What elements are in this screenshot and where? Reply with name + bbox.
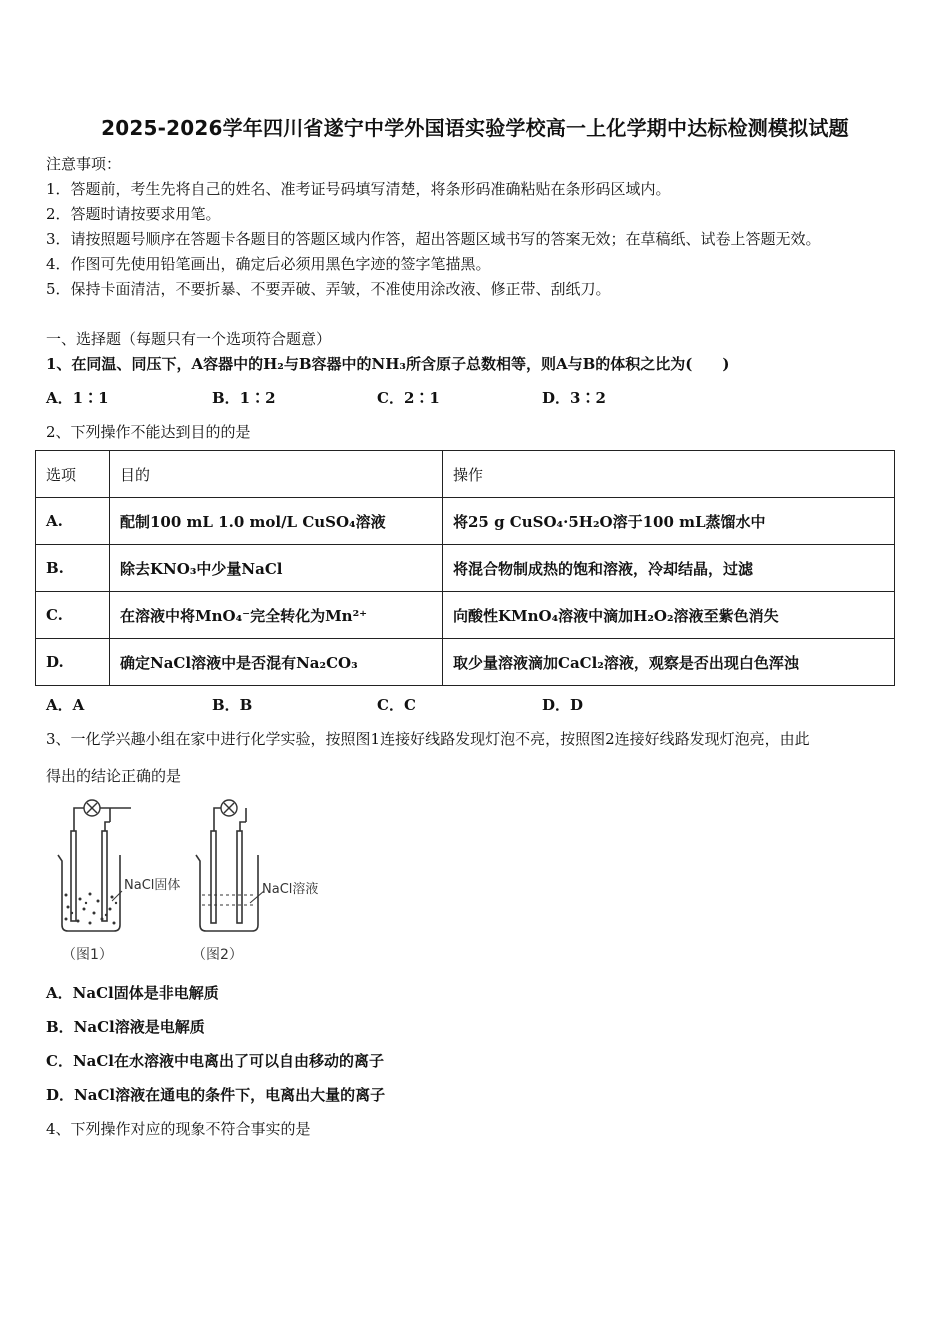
table-header: 操作 [443, 451, 895, 498]
q3-option-b: B．NaCl溶液是电解质 [46, 1018, 205, 1036]
q3-option-c: C．NaCl在水溶液中电离出了可以自由移动的离子 [46, 1052, 385, 1070]
table-cell: 向酸性KMnO₄溶液中滴加H₂O₂溶液至紫色消失 [443, 592, 895, 639]
notice-item: 2．答题时请按要求用笔。 [46, 205, 221, 223]
section-heading: 一、选择题（每题只有一个选项符合题意） [46, 330, 332, 348]
table-row [36, 498, 895, 545]
q1-option-a: A．1∶1 [46, 389, 109, 407]
q3-stem: 3、一化学兴趣小组在家中进行化学实验，按照图1连接好线路发现灯泡不亮，按照图2连接好线路发现灯泡亮，由此 [46, 730, 810, 748]
table-header: 目的 [110, 451, 443, 498]
q2-option-b: B．B [212, 696, 253, 714]
table-cell: 配制100 mL 1.0 mol/L CuSO₄溶液 [110, 498, 443, 545]
bulb-icon [84, 800, 100, 816]
table-cell: C. [36, 592, 110, 639]
table-cell: A. [36, 498, 110, 545]
q3-option-d: D．NaCl溶液在通电的条件下，电离出大量的离子 [46, 1086, 386, 1104]
q2-option-a: A．A [46, 696, 85, 714]
notice-item: 1．答题前，考生先将自己的姓名、准考证号码填写清楚，将条形码准确粘贴在条形码区域内。 [46, 180, 671, 198]
table-cell: 将25 g CuSO₄·5H₂O溶于100 mL蒸馏水中 [443, 498, 895, 545]
fig1-caption: （图1） [62, 947, 113, 963]
bulb-icon [221, 800, 237, 816]
notice-item: 5．保持卡面清洁，不要折暴、不要弄破、弄皱，不准使用涂改液、修正带、刮纸刀。 [46, 280, 611, 298]
table-cell: D. [36, 639, 110, 686]
table-header: 选项 [36, 451, 110, 498]
table-row [36, 545, 895, 592]
notice-item: 4．作图可先使用铅笔画出，确定后必须用黑色字迹的签字笔描黑。 [46, 255, 491, 273]
q1-option-d: D．3∶2 [542, 389, 606, 407]
q2-option-d: D．D [542, 696, 584, 714]
q3-option-a: A．NaCl固体是非电解质 [46, 984, 219, 1002]
table-cell: 确定NaCl溶液中是否混有Na₂CO₃ [110, 639, 443, 686]
q2-stem: 2、下列操作不能达到目的的是 [46, 423, 251, 441]
table-cell: 除去KNO₃中少量NaCl [110, 545, 443, 592]
q3-stem-continued: 得出的结论正确的是 [46, 767, 182, 785]
fig2-label: NaCl溶液 [262, 882, 319, 897]
table-cell: 在溶液中将MnO₄⁻完全转化为Mn²⁺ [110, 592, 443, 639]
fig1-label: NaCl固体 [124, 878, 181, 893]
q2-table [35, 450, 895, 686]
q1-option-b: B．1∶2 [212, 389, 276, 407]
circuit-figure [50, 795, 350, 970]
table-row [36, 639, 895, 686]
page-title: 2025-2026学年四川省遂宁中学外国语实验学校高一上化学期中达标检测模拟试题 [101, 116, 849, 140]
table-cell: B. [36, 545, 110, 592]
q4-stem: 4、下列操作对应的现象不符合事实的是 [46, 1120, 311, 1138]
notice-heading: 注意事项： [46, 155, 122, 173]
q1-option-c: C．2∶1 [377, 389, 440, 407]
q2-option-c: C．C [377, 696, 416, 714]
fig2-caption: （图2） [192, 947, 243, 963]
notice-item: 3．请按照题号顺序在答题卡各题目的答题区域内作答，超出答题区域书写的答案无效；在草稿纸、试卷上答题无效。 [46, 230, 821, 248]
table-row [36, 592, 895, 639]
table-cell: 取少量溶液滴加CaCl₂溶液，观察是否出现白色浑浊 [443, 639, 895, 686]
table-cell: 将混合物制成热的饱和溶液，冷却结晶，过滤 [443, 545, 895, 592]
q1-stem: 1、在同温、同压下，A容器中的H₂与B容器中的NH₃所含原子总数相等，则A与B的体积之比为( ) [46, 355, 730, 373]
figure-2-beaker [196, 808, 264, 931]
table-header-row [36, 451, 895, 498]
